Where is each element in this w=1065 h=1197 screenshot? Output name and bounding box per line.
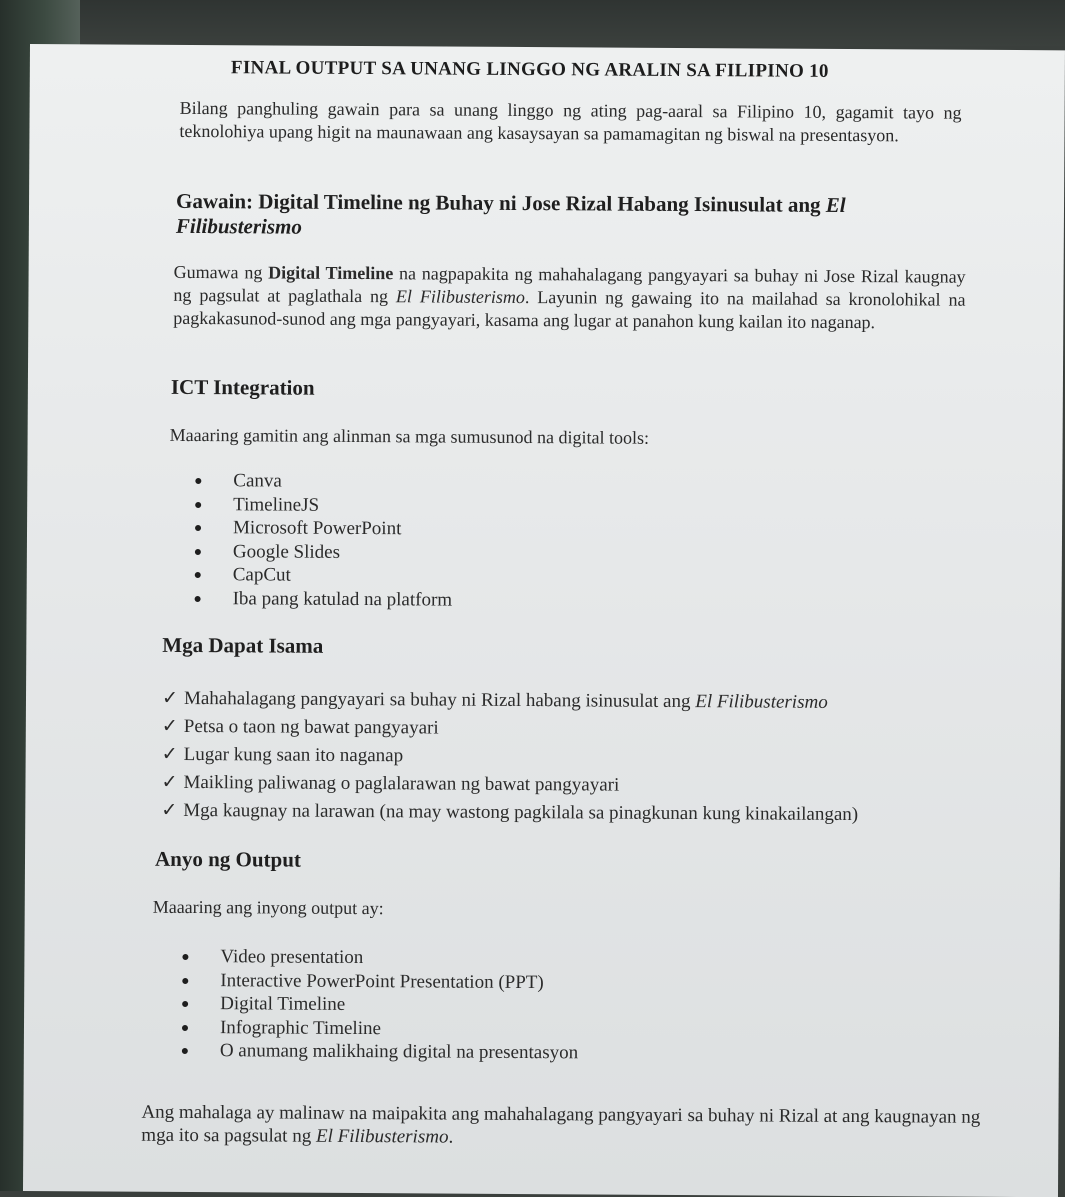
anyo-lead: Maaaring ang inyong output ay: <box>152 896 384 919</box>
list-item: Video presentation <box>182 945 578 971</box>
item-text: Petsa o taon ng bawat pangyayari <box>183 715 439 739</box>
gawain-p-bold: Digital Timeline <box>268 262 394 284</box>
gawain-p-end: . Layunin ng gawaing ito na mailahad sa kronolohikal na pagkakasunod-sunod ang mga pangyayari, kasama ang lugar at panahon kung kailan ito naganap. <box>173 287 966 333</box>
item-text: Maikling paliwanag o paglalarawan ng bawat pangyayari <box>183 771 620 796</box>
ict-heading: ICT Integration <box>170 374 315 400</box>
list-item <box>162 713 859 745</box>
list-item: Google Slides <box>195 540 453 565</box>
list-item: Canva <box>195 469 453 494</box>
isama-checklist <box>161 685 859 829</box>
monitor-bezel-top <box>0 0 1065 46</box>
check-icon: ✓ <box>161 743 178 765</box>
check-icon: ✓ <box>161 715 178 737</box>
isama-heading: Mga Dapat Isama <box>162 632 324 658</box>
list-item: Interactive PowerPoint Presentation (PPT) <box>182 968 578 994</box>
list-item <box>162 741 859 773</box>
check-icon: ✓ <box>161 687 178 709</box>
gawain-paragraph <box>173 261 965 335</box>
ict-lead: Maaaring gamitin ang alinman sa mga sumusunod na digital tools: <box>169 424 650 448</box>
item-text: Lugar kung saan ito naganap <box>183 743 404 767</box>
gawain-p-mid: na nagpapakita ng mahahalagang pangyayari sa buhay ni Jose Rizal kaugnay ng pagsulat at paglathala ng <box>173 263 966 307</box>
anyo-heading: Anyo ng Output <box>154 846 301 872</box>
gawain-heading-italic: El Filibusterismo <box>175 192 846 239</box>
list-item: TimelineJS <box>195 493 453 518</box>
closing-text: Ang mahalaga ay malinaw na maipakita ang mahahalagang pangyayari sa buhay ni Rizal at ang kaugnayan ng mga ito sa pagsulat ng <box>141 1101 981 1147</box>
item-text: Mga kaugnay na larawan (na may wastong pagkilala sa pinagkunan kung kinakailangan) <box>183 799 859 826</box>
closing-paragraph <box>141 1101 986 1152</box>
list-item <box>161 797 858 829</box>
closing-end: . <box>448 1126 454 1148</box>
tools-list <box>195 469 453 612</box>
gawain-p-italic: El Filibusterismo <box>395 286 525 308</box>
closing-italic: El Filibusterismo <box>315 1125 449 1148</box>
gawain-p-start: Gumawa ng <box>173 261 269 283</box>
check-icon: ✓ <box>161 799 178 821</box>
document-page <box>23 44 1065 1197</box>
item-text: Mahahalagang pangyayari sa buhay ni Rizal habang isinusulat ang <box>183 687 696 713</box>
list-item: Microsoft PowerPoint <box>195 516 453 541</box>
list-item <box>161 769 858 801</box>
gawain-heading-text: Gawain: Digital Timeline ng Buhay ni Jose Rizal Habang Isinusulat ang <box>175 188 826 217</box>
check-icon: ✓ <box>161 771 178 793</box>
list-item: CapCut <box>195 563 453 588</box>
list-item: Iba pang katulad na platform <box>195 587 453 612</box>
list-item: Infographic Timeline <box>182 1015 578 1041</box>
list-item: O anumang malikhaing digital na presentasyon <box>182 1039 578 1065</box>
gawain-heading <box>176 189 966 244</box>
list-item <box>162 685 859 717</box>
intro-paragraph: Bilang panghuling gawain para sa unang linggo ng ating pag-aaral sa Filipino 10, gagamit tayo ng teknolohiya upang higit na maunawaan ang kasaysayan sa pamamagitan ng biswal na presentasyon. <box>179 97 962 146</box>
document-title: FINAL OUTPUT SA UNANG LINGGO NG ARALIN SA FILIPINO 10 <box>230 57 829 82</box>
item-italic: El Filibusterismo <box>695 691 828 713</box>
list-item: Digital Timeline <box>182 992 578 1018</box>
outputs-list <box>182 945 579 1065</box>
